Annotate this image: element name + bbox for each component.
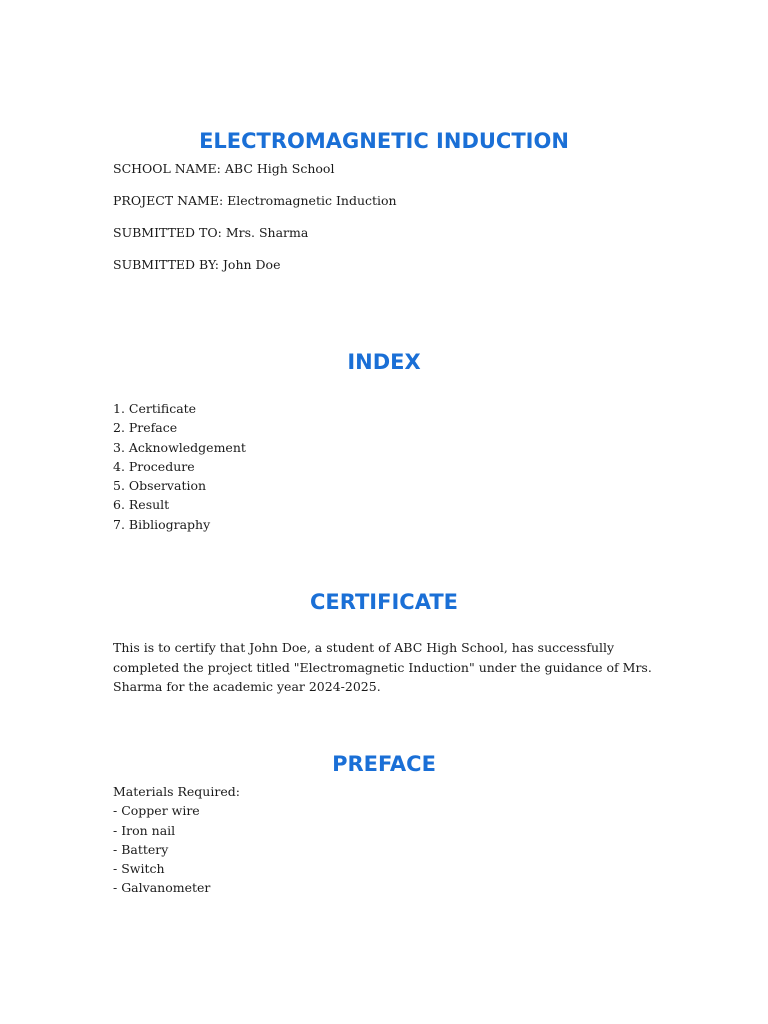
- document-title: ELECTROMAGNETIC INDUCTION: [199, 129, 569, 153]
- preface-list: [113, 782, 240, 898]
- preface-item-copper-wire: - Copper wire: [113, 803, 200, 819]
- index-item-result: 6. Result: [113, 497, 170, 513]
- school-name: SCHOOL NAME: ABC High School: [113, 161, 335, 176]
- project-name: PROJECT NAME: Electromagnetic Induction: [113, 193, 397, 208]
- preface-item-iron-nail: - Iron nail: [113, 822, 176, 838]
- index-item-acknowledgement: 3. Acknowledgement: [113, 439, 246, 455]
- certificate-text: This is to certify that John Doe, a student of ABC High School, has successfully completed the project titled "Electromagnetic Induction" under the guidance of Mrs. Sharma for the academic year 2024-2025.: [113, 640, 652, 694]
- index-item-bibliography: 7. Bibliography: [113, 516, 211, 532]
- preface-materials-label: Materials Required:: [113, 784, 240, 799]
- submitted-to: SUBMITTED TO: Mrs. Sharma: [113, 225, 309, 240]
- index-item-procedure: 4. Procedure: [113, 458, 195, 474]
- preface-item-galvanometer: - Galvanometer: [113, 880, 211, 896]
- index-item-certificate: 1. Certificate: [113, 401, 197, 416]
- submitted-by: SUBMITTED BY: John Doe: [113, 257, 281, 272]
- index-item-observation: 5. Observation: [113, 478, 207, 494]
- preface-item-switch: - Switch: [113, 861, 165, 877]
- certificate-heading: CERTIFICATE: [310, 590, 458, 614]
- index-heading: INDEX: [347, 350, 421, 374]
- index-list: [113, 399, 246, 534]
- preface-heading: PREFACE: [332, 752, 436, 776]
- index-item-preface: 2. Preface: [113, 420, 178, 436]
- preface-item-battery: - Battery: [113, 841, 169, 857]
